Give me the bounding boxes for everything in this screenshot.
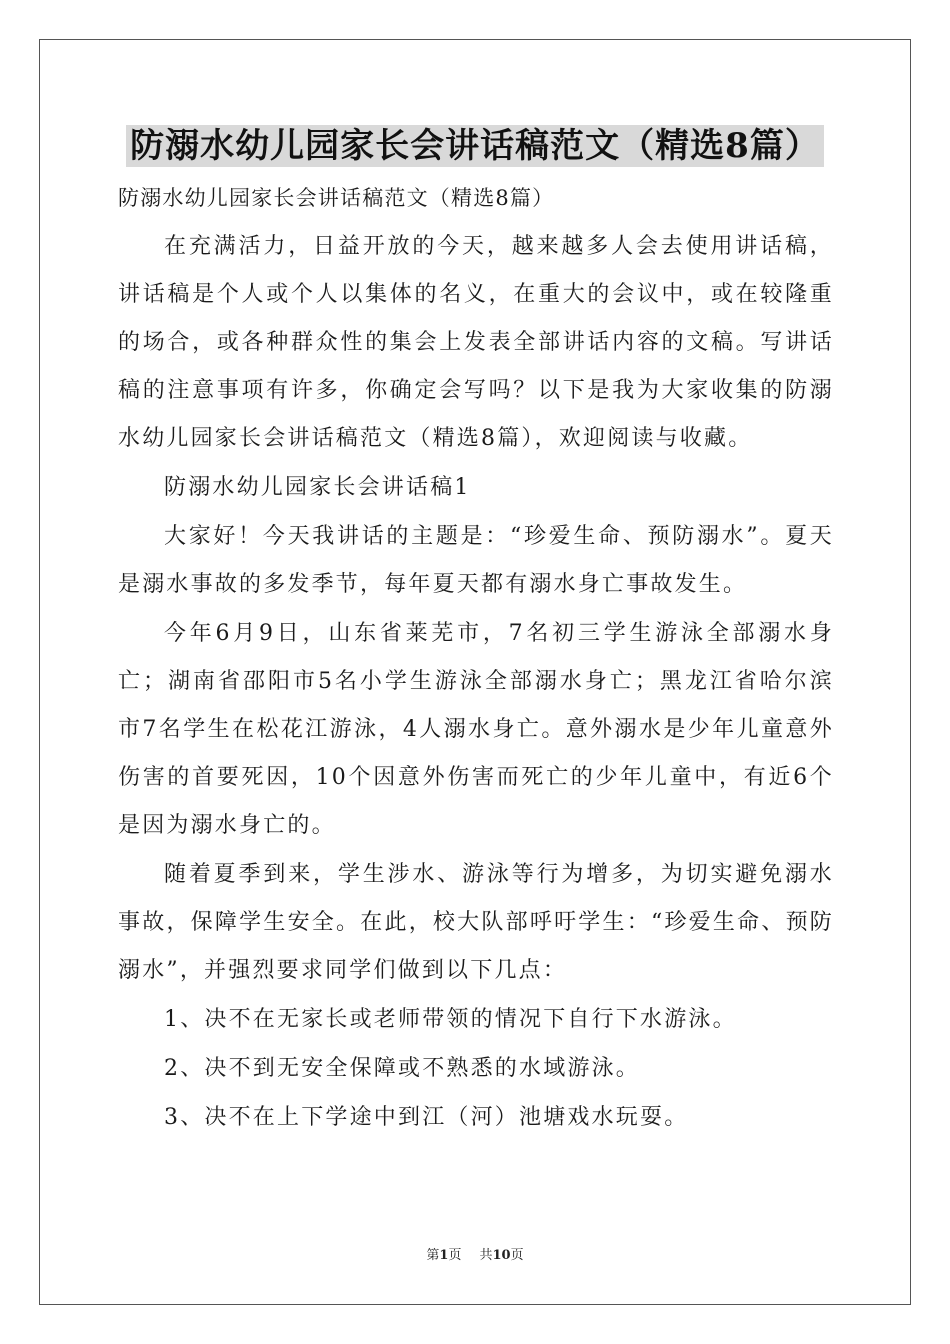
paragraph-appeal: 随着夏季到来，学生涉水、游泳等行为增多，为切实避免溺水事故，保障学生安全。在此，校大队部呼吁学生：“珍爱生命、预防溺水”，并强烈要求同学们做到以下几点：	[118, 862, 834, 983]
section-heading: 防溺水幼儿园家长会讲话稿1	[164, 475, 471, 500]
document-subtitle: 防溺水幼儿园家长会讲话稿范文（精选8篇）	[118, 186, 555, 210]
document-body	[118, 178, 834, 1143]
paragraph-statistics: 今年6月9日，山东省莱芜市，7名初三学生游泳全部溺水身亡；湖南省邵阳市5名小学生游泳全部溺水身亡；黑龙江省哈尔滨市7名学生在松花江游泳，4人溺水身亡。意外溺水是少年儿童意外伤害的首要死因，10个因意外伤害而死亡的少年儿童中，有近6个是因为溺水身亡的。	[118, 621, 834, 838]
document-title: 防溺水幼儿园家长会讲话稿范文（精选8篇）	[126, 125, 824, 167]
title-container	[0, 125, 950, 167]
list-item-rule-2: 2、决不到无安全保障或不熟悉的水域游泳。	[164, 1056, 640, 1081]
total-suffix: 页	[510, 1248, 524, 1263]
total-prefix: 共	[479, 1248, 493, 1263]
page-number: 1	[439, 1248, 449, 1263]
total-pages: 10	[492, 1248, 511, 1263]
paragraph-greeting: 大家好！今天我讲话的主题是：“珍爱生命、预防溺水”。夏天是溺水事故的多发季节，每年夏天都有溺水身亡事故发生。	[118, 524, 834, 597]
page-prefix: 第	[426, 1248, 440, 1263]
page-footer	[0, 1244, 950, 1263]
list-item-rule-1: 1、决不在无家长或老师带领的情况下自行下水游泳。	[164, 1007, 737, 1032]
page-suffix: 页	[448, 1248, 462, 1263]
paragraph-intro: 在充满活力，日益开放的今天，越来越多人会去使用讲话稿，讲话稿是个人或个人以集体的名义，在重大的会议中，或在较隆重的场合，或各种群众性的集会上发表全部讲话内容的文稿。写讲话稿的注意事项有许多，你确定会写吗？以下是我为大家收集的防溺水幼儿园家长会讲话稿范文（精选8篇），欢迎阅读与收藏。	[118, 234, 834, 451]
list-item-rule-3: 3、决不在上下学途中到江（河）池塘戏水玩耍。	[164, 1105, 689, 1130]
